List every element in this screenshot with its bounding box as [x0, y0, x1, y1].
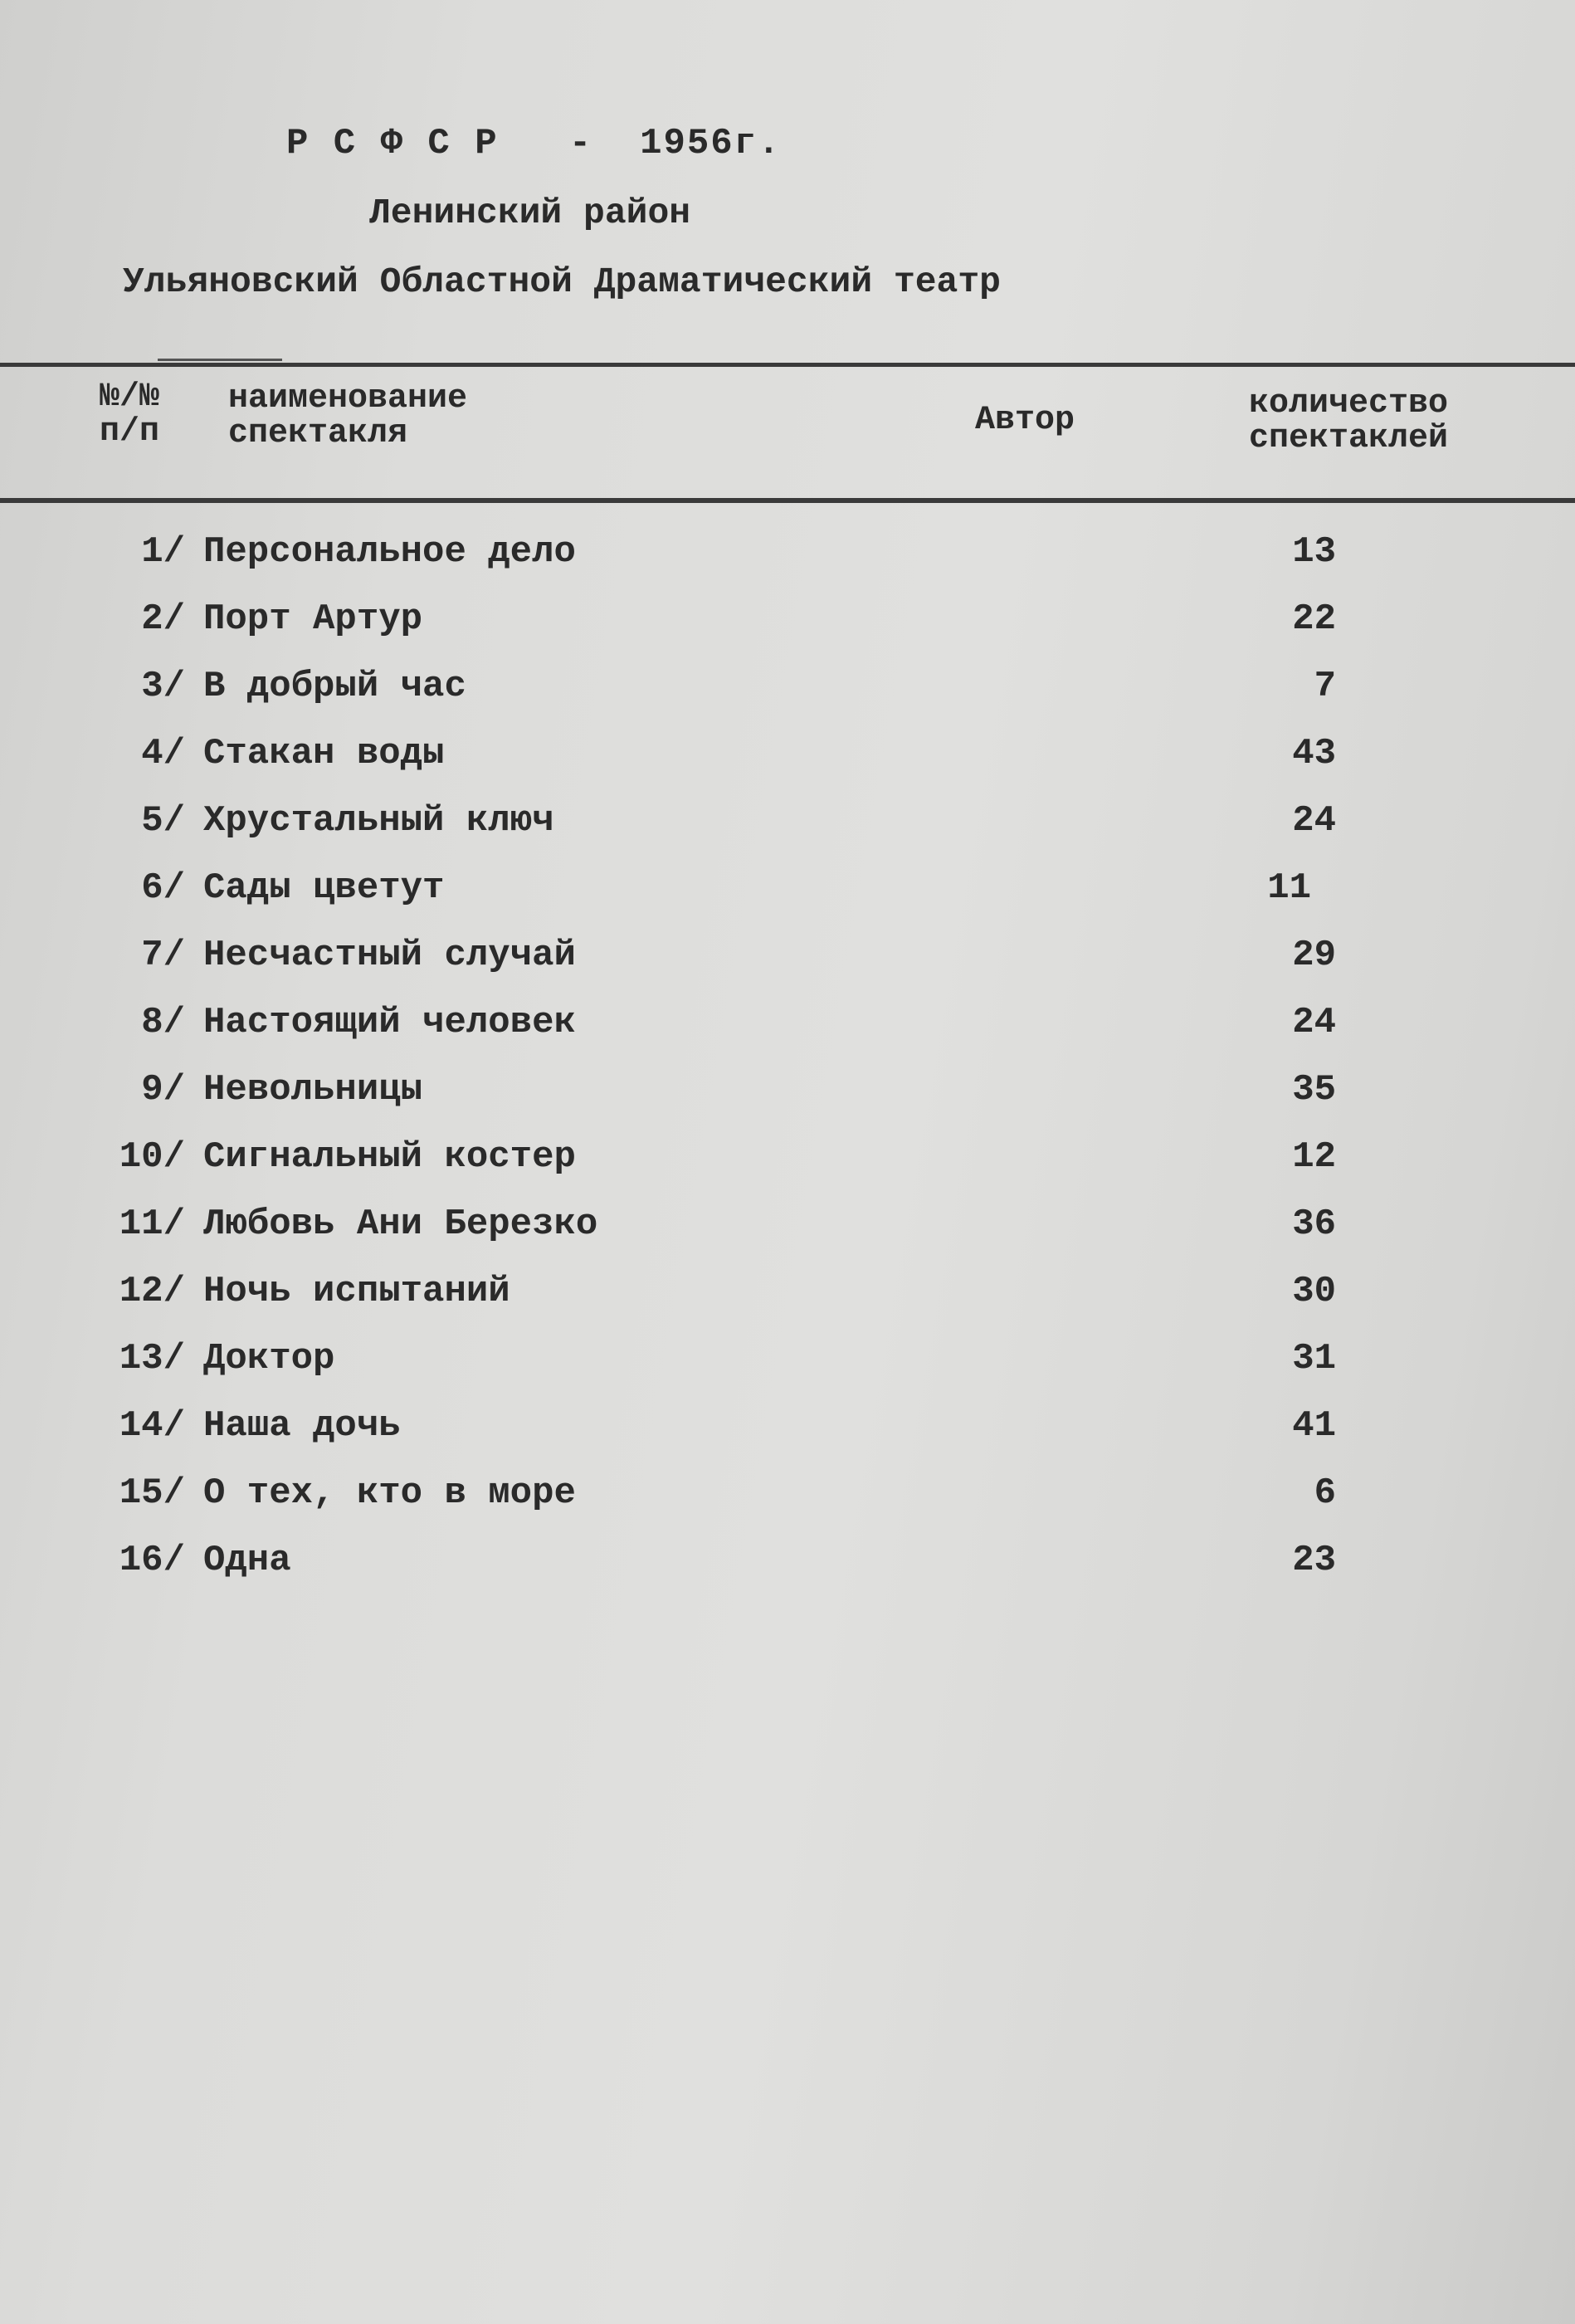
row-number: 3/: [141, 666, 185, 707]
column-header-author: Автор: [975, 402, 1075, 439]
row-number: 7/: [141, 935, 185, 976]
row-title: Ночь испытаний: [203, 1271, 510, 1312]
row-number: 10/: [119, 1136, 185, 1178]
row-count: 13: [1292, 531, 1336, 573]
row-title: Одна: [203, 1540, 291, 1581]
row-number: 13/: [119, 1338, 185, 1379]
row-number: 6/: [141, 867, 185, 909]
table-row: [0, 1204, 1575, 1253]
column-header-number: [100, 380, 159, 450]
row-number: 12/: [119, 1271, 185, 1312]
row-number: 16/: [119, 1540, 185, 1581]
row-count: 7: [1314, 666, 1336, 707]
column-header-name-line2: спектакля: [228, 415, 408, 452]
table-row: [0, 733, 1575, 783]
row-title: Невольницы: [203, 1069, 423, 1111]
table-row: [0, 867, 1575, 917]
row-title: Сады цветут: [203, 867, 445, 909]
row-count: 23: [1292, 1540, 1336, 1581]
row-count: 24: [1292, 800, 1336, 842]
row-title: Настоящий человек: [203, 1002, 576, 1043]
table-row: [0, 531, 1575, 581]
row-title: В добрый час: [203, 666, 466, 707]
row-title: Наша дочь: [203, 1405, 401, 1447]
row-count: 22: [1292, 598, 1336, 640]
row-count: 6: [1314, 1472, 1336, 1514]
row-count: 12: [1292, 1136, 1336, 1178]
table-row: [0, 1136, 1575, 1186]
row-number: 9/: [141, 1069, 185, 1111]
row-count: 29: [1292, 935, 1336, 976]
table-top-rule: [0, 363, 1575, 367]
column-header-count: [1249, 387, 1448, 456]
row-number: 2/: [141, 598, 185, 640]
column-header-count-line1: количество: [1249, 385, 1449, 422]
table-row: [0, 1069, 1575, 1119]
row-count: 41: [1292, 1405, 1336, 1447]
table-row: [0, 800, 1575, 850]
column-header-number-line2: п/п: [100, 413, 160, 451]
table-row: [0, 666, 1575, 715]
row-title: О тех, кто в море: [203, 1472, 576, 1514]
row-number: 11/: [119, 1204, 185, 1245]
row-number: 8/: [141, 1002, 185, 1043]
row-title: Сигнальный костер: [203, 1136, 576, 1178]
row-count: 36: [1292, 1204, 1336, 1245]
row-title: Порт Артур: [203, 598, 423, 640]
header-theatre: Ульяновский Областной Драматический театр: [123, 261, 1001, 302]
header-republic-year: Р С Ф С Р - 1956г.: [286, 123, 782, 164]
row-title: Несчастный случай: [203, 935, 576, 976]
top-rule-mark: [158, 359, 282, 361]
row-number: 4/: [141, 733, 185, 774]
table-row: [0, 1338, 1575, 1388]
row-title: Доктор: [203, 1338, 335, 1379]
row-count: 35: [1292, 1069, 1336, 1111]
row-number: 14/: [119, 1405, 185, 1447]
row-number: 15/: [119, 1472, 185, 1514]
row-title: Стакан воды: [203, 733, 445, 774]
row-number: 5/: [141, 800, 185, 842]
row-title: Персональное дело: [203, 531, 576, 573]
row-count: 31: [1292, 1338, 1336, 1379]
table-row: [0, 1405, 1575, 1455]
table-header-bottom-rule: [0, 498, 1575, 503]
table-row: [0, 1540, 1575, 1589]
row-title: Любовь Ани Березко: [203, 1204, 598, 1245]
column-header-name-line1: наименование: [228, 380, 468, 417]
row-count: 24: [1292, 1002, 1336, 1043]
header-district: Ленинский район: [369, 193, 691, 233]
column-header-count-line2: спектаклей: [1249, 420, 1449, 457]
row-number: 1/: [141, 531, 185, 573]
table-row: [0, 1002, 1575, 1052]
column-header-name: [228, 382, 467, 452]
column-header-number-line1: №/№: [100, 378, 160, 416]
table-row: [0, 598, 1575, 648]
table-row: [0, 1472, 1575, 1522]
row-count: 30: [1292, 1271, 1336, 1312]
row-count: 11: [1267, 867, 1311, 909]
table-row: [0, 935, 1575, 984]
row-count: 43: [1292, 733, 1336, 774]
table-row: [0, 1271, 1575, 1321]
row-title: Хрустальный ключ: [203, 800, 554, 842]
